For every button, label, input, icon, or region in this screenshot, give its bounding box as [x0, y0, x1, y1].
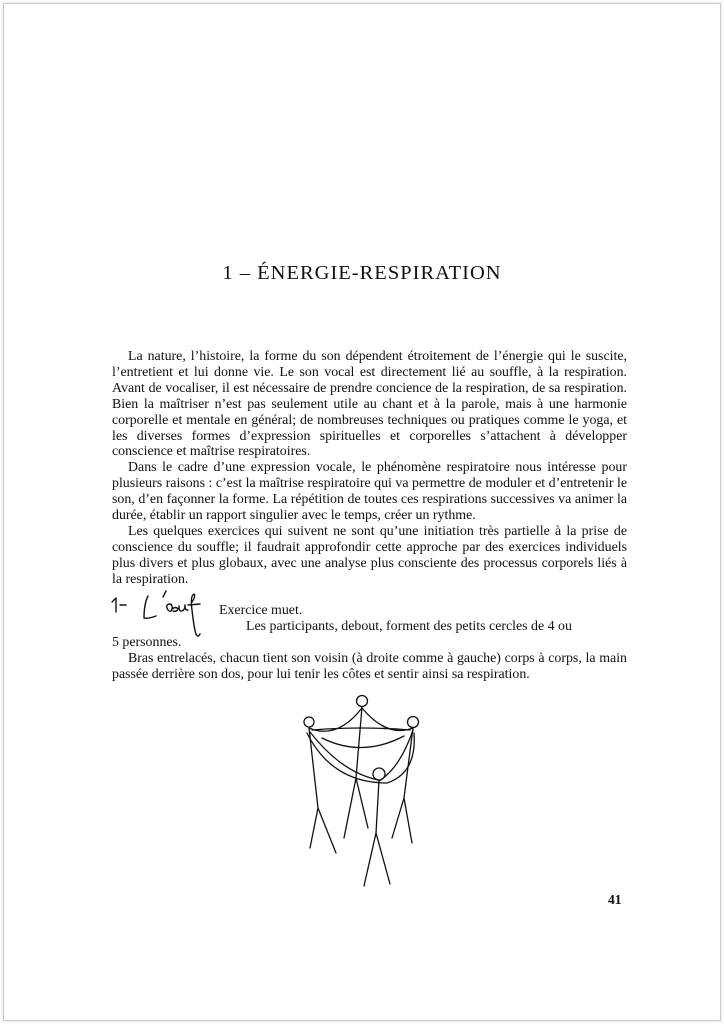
- page-number: 41: [608, 892, 622, 907]
- people-circle-icon: [292, 688, 432, 888]
- exercise-block: [112, 603, 627, 682]
- paragraph: La nature, l’histoire, la forme du son dépendent étroitement de l’énergie qui le suscite, l’entretient et lui donne vie. Le son vocal est directement lié au souffle, à la respiration. Avant de vocaliser, il est nécessaire de prendre concience de la respiration, de sa respiration. Bien la maîtriser n’est pas seulement utile au chant et à la parole, mais à une harmonie corporelle et mentale en général; de nombreuses techniques ou pratiques comme le yoga, et les diverses formes d’expression spirituelles et corporelles s’attachent à développer conscience et maîtrise respiratoires.: [112, 349, 627, 460]
- intro-text: [112, 349, 627, 588]
- exercise-paragraph: Bras entrelacés, chacun tient son voisin (à droite comme à gauche) corps à corps, la main passée derrière son dos, pour lui tenir les côtes et sentir ainsi sa respiration.: [112, 650, 627, 682]
- paragraph: Dans le cadre d’une expression vocale, le phénomène respiratoire nous intéresse pour plusieurs raisons : c’est la maîtrise respiratoire qui va permettre de moduler et d’entretenir le son, d’en façonner la forme. La répétition de toutes ces respirations successives va animer la durée, établir un rapport singulier avec le temps, créer un rythme.: [112, 460, 627, 524]
- exercise-text-line: 5 personnes.: [112, 634, 182, 650]
- paragraph: Les quelques exercices qui suivent ne sont qu’une initiation très partielle à la prise de conscience du souffle; il faudrait approfondir cette approche par des exercices individuels plus divers et plus globaux, avec une analyse plus consciente des processus corporels liés à la respiration.: [112, 523, 627, 587]
- exercise-title: Exercice muet.: [219, 603, 303, 618]
- exercise-text-line: Les participants, debout, forment des petits cercles de 4 ou: [246, 618, 572, 634]
- chapter-title: 1 – ÉNERGIE-RESPIRATION: [222, 262, 502, 284]
